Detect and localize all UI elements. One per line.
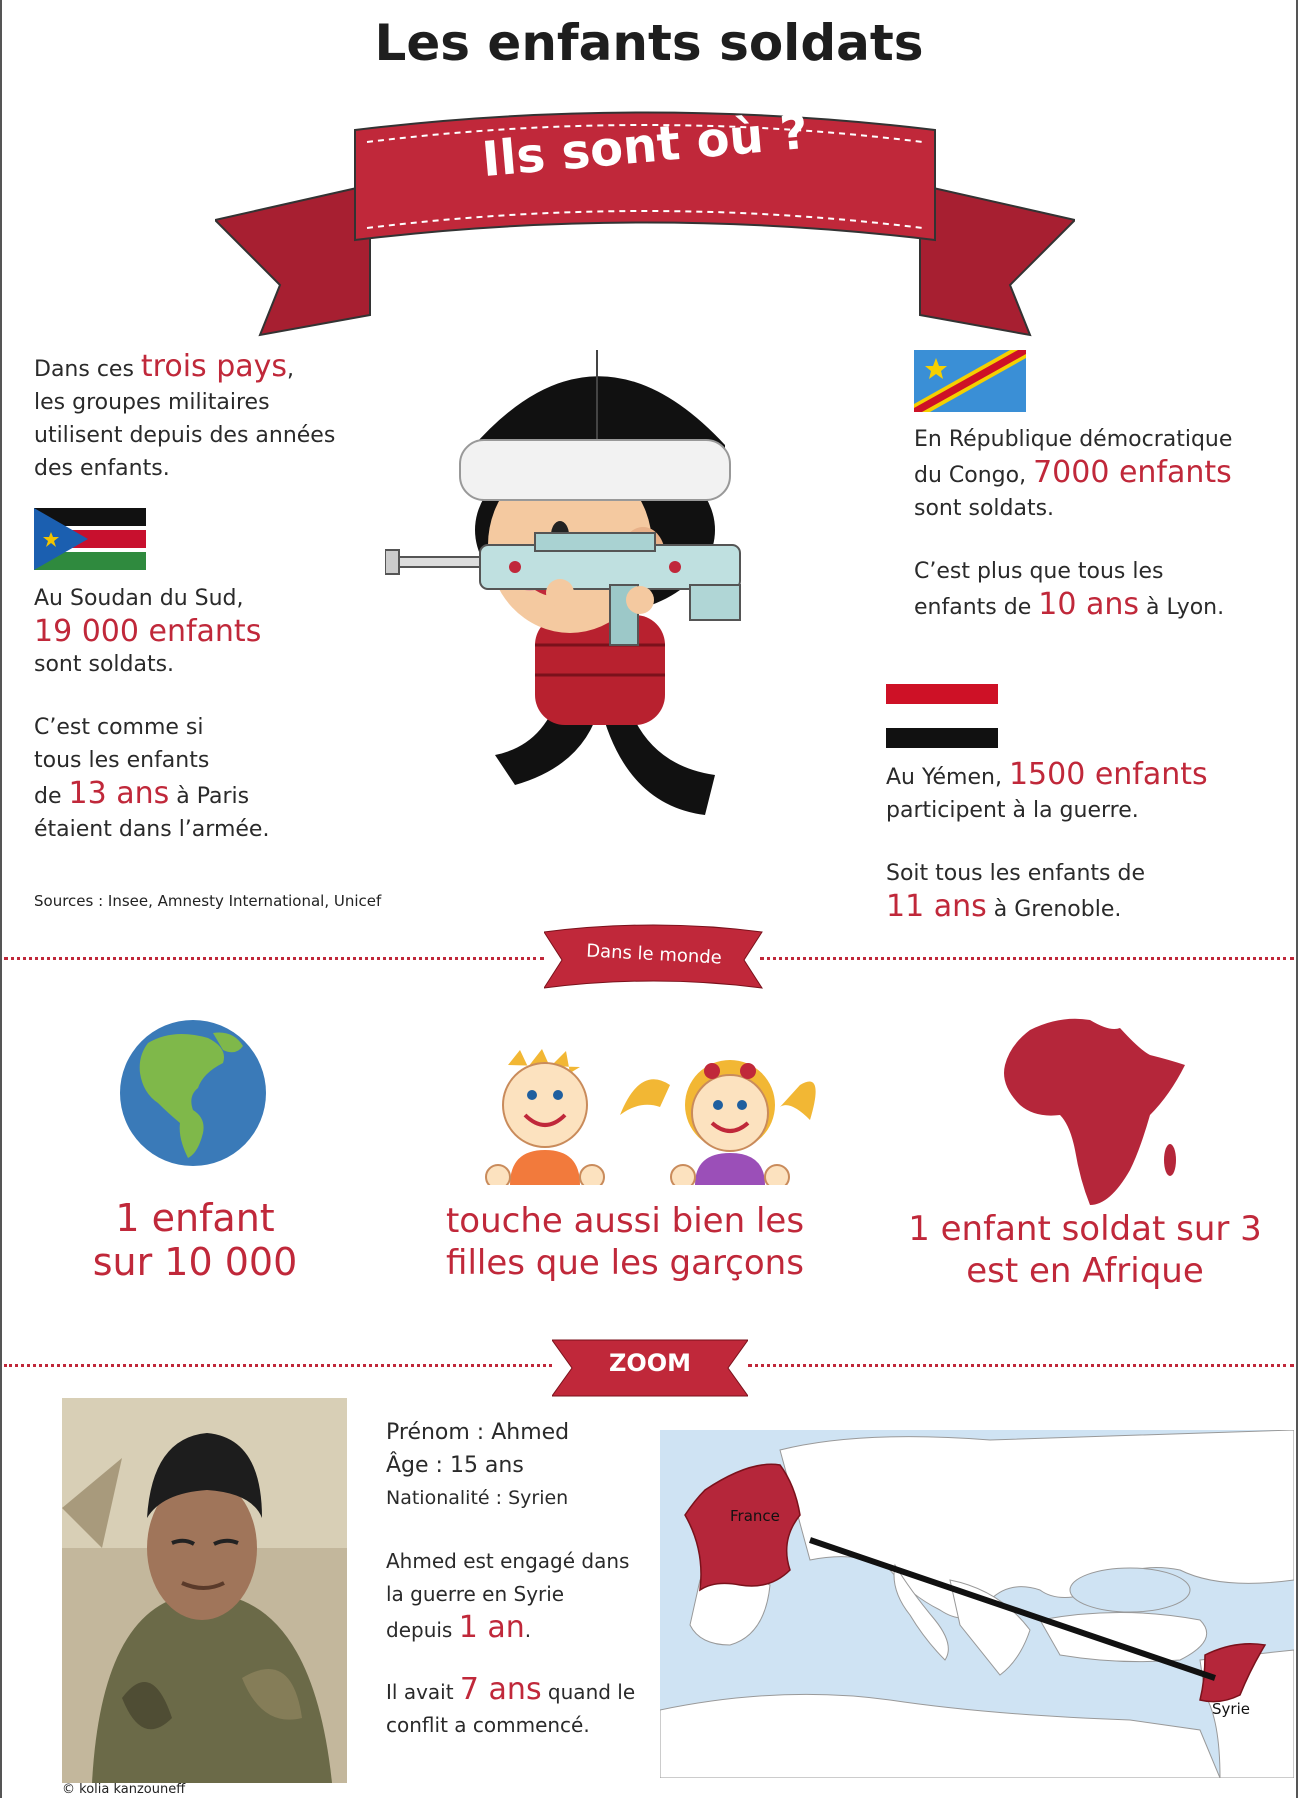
yemen-age: 11 ans xyxy=(886,889,987,924)
stat-gender-line2: filles que les garçons xyxy=(446,1243,804,1283)
yemen-count: 1500 enfants xyxy=(1008,757,1208,792)
stat-world xyxy=(50,1196,340,1284)
congo-age: 10 ans xyxy=(1038,587,1139,622)
south-sudan-age: 13 ans xyxy=(68,776,170,811)
africa-icon xyxy=(1000,1010,1190,1210)
map-label-syria: Syrie xyxy=(1212,1700,1250,1718)
stat-gender-line1: touche aussi bien les xyxy=(445,1201,805,1241)
world-divider-right xyxy=(760,957,1294,960)
sources-note: Sources : Insee, Amnesty International, Unicef xyxy=(34,892,382,910)
congo-cmp2-post: à Lyon. xyxy=(1138,595,1225,620)
south-sudan-cmp4: étaient dans l’armée. xyxy=(34,817,270,842)
stat-gender xyxy=(410,1200,840,1284)
photo-credit: © kolia kanzouneff xyxy=(62,1782,186,1797)
intro-line2: les groupes militaires xyxy=(34,390,270,415)
congo-line1: En République démocratique xyxy=(914,427,1233,452)
stat-world-line1: 1 enfant xyxy=(115,1196,275,1240)
soldier-photo xyxy=(62,1398,347,1783)
profile-p5: conflit a commencé. xyxy=(386,1713,590,1737)
intro-line4: des enfants. xyxy=(34,456,170,481)
congo-cmp1: C’est plus que tous les xyxy=(914,559,1164,584)
banner-title: Ils sont où ? xyxy=(479,103,811,189)
world-label: Dans le monde xyxy=(585,940,723,969)
intro-highlight: trois pays xyxy=(140,349,288,384)
profile-p4-pre: Il avait xyxy=(386,1680,460,1704)
profile-age: Âge : 15 ans xyxy=(386,1453,524,1478)
zoom-divider-right xyxy=(748,1364,1294,1367)
congo-flag-icon xyxy=(914,350,1026,412)
yemen-line1-pre: Au Yémen, xyxy=(886,765,1009,790)
children-icon xyxy=(480,1045,820,1185)
yemen-text xyxy=(886,758,1286,926)
page-title: Les enfants soldats xyxy=(374,14,924,72)
zoom-divider-left xyxy=(4,1364,552,1367)
south-sudan-line3: sont soldats. xyxy=(34,652,175,677)
south-sudan-cmp3-pre: de xyxy=(34,784,69,809)
intro-text xyxy=(34,350,374,485)
congo-count: 7000 enfants xyxy=(1033,455,1232,490)
profile-text xyxy=(386,1416,676,1742)
world-divider-left xyxy=(4,957,544,960)
profile-nationality: Nationalité : Syrien xyxy=(386,1487,569,1509)
yemen-line2: participent à la guerre. xyxy=(886,798,1139,823)
south-sudan-line1: Au Soudan du Sud, xyxy=(34,586,244,611)
profile-p3-pre: depuis xyxy=(386,1618,459,1642)
south-sudan-cmp1: C’est comme si xyxy=(34,715,204,740)
congo-line2-pre: du Congo, xyxy=(914,463,1034,488)
europe-map xyxy=(660,1430,1294,1778)
profile-age-start: 7 ans xyxy=(459,1672,542,1707)
yemen-cmp1: Soit tous les enfants de xyxy=(886,861,1145,886)
profile-p1: Ahmed est engagé dans xyxy=(386,1549,630,1573)
stat-world-line2: sur 10 000 xyxy=(92,1240,298,1284)
congo-cmp2-pre: enfants de xyxy=(914,595,1039,620)
south-sudan-text xyxy=(34,582,394,846)
map-label-france: France xyxy=(730,1507,780,1525)
south-sudan-flag-icon xyxy=(34,508,146,570)
congo-text xyxy=(914,423,1294,624)
yemen-flag-icon xyxy=(886,684,998,748)
stat-africa-line1: 1 enfant soldat sur 3 xyxy=(908,1209,1262,1249)
stat-africa xyxy=(880,1208,1290,1292)
globe-icon xyxy=(118,1018,268,1168)
congo-line3: sont soldats. xyxy=(914,496,1055,521)
intro-before: Dans ces xyxy=(34,357,141,382)
profile-name: Prénom : Ahmed xyxy=(386,1420,570,1445)
south-sudan-cmp2: tous les enfants xyxy=(34,748,210,773)
stat-africa-line2: est en Afrique xyxy=(966,1251,1204,1291)
zoom-label: ZOOM xyxy=(608,1349,692,1377)
south-sudan-cmp3-post: à Paris xyxy=(169,784,250,809)
profile-p3-post: . xyxy=(524,1618,532,1642)
child-soldier-illustration xyxy=(385,345,830,835)
intro-line3: utilisent depuis des années xyxy=(34,423,336,448)
yemen-cmp2-post: à Grenoble. xyxy=(986,897,1122,922)
profile-since: 1 an xyxy=(458,1610,525,1645)
south-sudan-count: 19 000 enfants xyxy=(34,614,262,649)
intro-after: , xyxy=(287,357,295,382)
profile-p2: la guerre en Syrie xyxy=(386,1582,565,1606)
profile-p4-post: quand le xyxy=(541,1680,636,1704)
